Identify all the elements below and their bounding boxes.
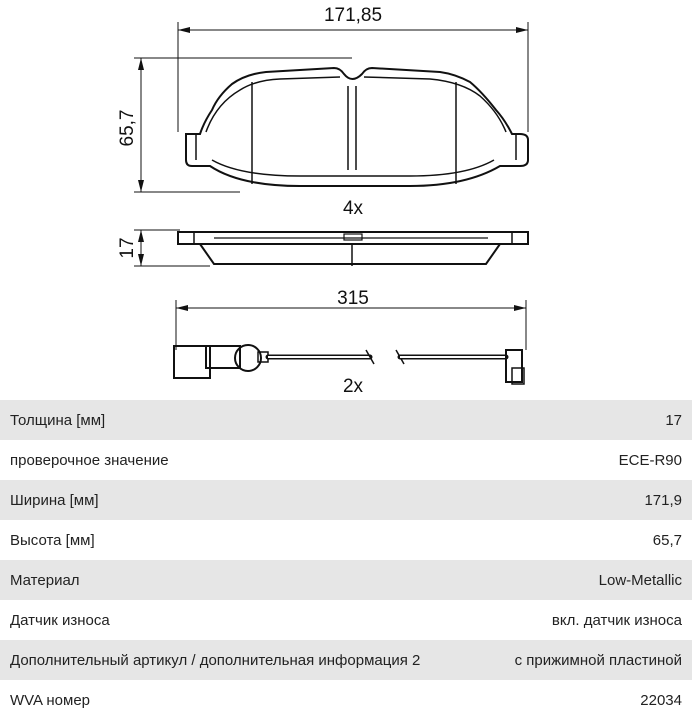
spec-row-test-mark (0, 440, 692, 480)
spec-value: 17 (665, 411, 682, 429)
wear-sensor (174, 300, 526, 384)
spec-label: Высота [мм] (10, 531, 95, 549)
spec-label: Толщина [мм] (10, 411, 106, 429)
spec-row-thickness (0, 400, 692, 440)
spec-row-wear-sensor (0, 600, 692, 640)
thickness-dimension: 17 (117, 237, 138, 259)
specs-table (0, 400, 692, 720)
spec-value: 171,9 (644, 491, 682, 509)
spec-value: с прижимной пластиной (514, 651, 682, 669)
spec-label: проверочное значение (10, 451, 169, 469)
spec-value: Low-Metallic (598, 571, 682, 589)
spec-label: Датчик износа (10, 611, 110, 629)
spec-label: Дополнительный артикул / дополнительная информация 2 (10, 651, 421, 669)
spec-row-height (0, 520, 692, 560)
spec-label: WVA номер (10, 691, 91, 709)
spec-label: Ширина [мм] (10, 491, 99, 509)
pad-front-view (134, 22, 528, 192)
spec-value: ECE-R90 (618, 451, 682, 469)
spec-value: 65,7 (652, 531, 682, 549)
pad-side-view (134, 230, 528, 266)
spec-row-material (0, 560, 692, 600)
spec-value: вкл. датчик износа (551, 611, 682, 629)
height-dimension: 65,7 (117, 109, 138, 147)
spec-label: Материал (10, 571, 80, 589)
spec-row-additional-info (0, 640, 692, 680)
spec-row-width (0, 480, 692, 520)
width-dimension: 171,85 (323, 5, 383, 26)
pad-quantity: 4x (342, 198, 364, 219)
spec-value: 22034 (640, 691, 682, 709)
sensor-quantity: 2x (342, 376, 364, 397)
sensor-length-dimension: 315 (337, 288, 369, 309)
spec-row-wva-number (0, 680, 692, 720)
